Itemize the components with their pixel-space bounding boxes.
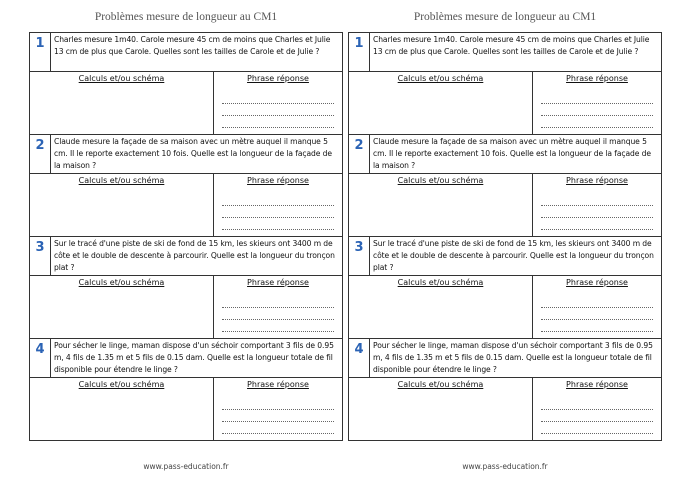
calc-heading: Calculs et/ou schéma xyxy=(397,380,484,389)
answer-area xyxy=(214,174,342,236)
problem-text: Sur le tracé d'une piste de ski de fond de 15 km, les skieurs ont 3400 m de côte et le double de descente à parcourir. Quelle est la longueur du tronçon plat ? xyxy=(50,237,342,275)
answer-heading: Phrase réponse xyxy=(247,176,309,185)
problem-2 xyxy=(348,134,662,236)
answer-heading: Phrase réponse xyxy=(247,278,309,287)
problem-number: 2 xyxy=(35,138,45,153)
calc-area xyxy=(30,378,214,440)
problem-3 xyxy=(348,236,662,338)
calc-area xyxy=(349,72,533,134)
problem-2 xyxy=(29,134,343,236)
calc-heading: Calculs et/ou schéma xyxy=(397,278,484,287)
problem-text: Claude mesure la façade de sa maison avec un mètre auquel il manque 5 cm. Il le reporte exactement 10 fois. Quelle est la longueur de la façade de la maison ? xyxy=(369,135,661,173)
answer-area xyxy=(214,276,342,338)
answer-lines xyxy=(541,194,653,230)
problem-number: 1 xyxy=(354,36,364,51)
problem-number: 3 xyxy=(35,240,45,255)
problem-number: 2 xyxy=(354,138,364,153)
calc-heading: Calculs et/ou schéma xyxy=(78,278,165,287)
problem-text: Pour sécher le linge, maman dispose d'un séchoir comportant 3 fils de 0.95 m, 4 fils de 1.35 m et 5 fils de 0.15 dam. Quelle est la longueur totale de fil disponible pour étendre le linge ? xyxy=(369,339,661,377)
problem-list xyxy=(29,32,343,441)
answer-heading: Phrase réponse xyxy=(566,176,628,185)
calc-area xyxy=(349,378,533,440)
problem-text: Pour sécher le linge, maman dispose d'un séchoir comportant 3 fils de 0.95 m, 4 fils de 1.35 m et 5 fils de 0.15 dam. Quelle est la longueur totale de fil disponible pour étendre le linge ? xyxy=(50,339,342,377)
footer-url: www.pass-education.fr xyxy=(462,462,548,471)
problem-text: Claude mesure la façade de sa maison avec un mètre auquel il manque 5 cm. Il le reporte exactement 10 fois. Quelle est la longueur de la façade de la maison ? xyxy=(50,135,342,173)
answer-heading: Phrase réponse xyxy=(566,380,628,389)
problem-text: Sur le tracé d'une piste de ski de fond de 15 km, les skieurs ont 3400 m de côte et le double de descente à parcourir. Quelle est la longueur du tronçon plat ? xyxy=(369,237,661,275)
answer-area xyxy=(533,174,661,236)
problem-text: Charles mesure 1m40. Carole mesure 45 cm de moins que Charles et Julie 13 cm de plus que Carole. Quelles sont les tailles de Carole et de Julie ? xyxy=(50,33,342,71)
problem-text: Charles mesure 1m40. Carole mesure 45 cm de moins que Charles et Julie 13 cm de plus que Carole. Quelles sont les tailles de Carole et de Julie ? xyxy=(369,33,661,71)
worksheet-title: Problèmes mesure de longueur au CM1 xyxy=(94,11,278,23)
answer-lines xyxy=(541,398,653,434)
worksheet-left xyxy=(29,0,343,471)
calc-heading: Calculs et/ou schéma xyxy=(397,176,484,185)
calc-heading: Calculs et/ou schéma xyxy=(397,74,484,83)
calc-heading: Calculs et/ou schéma xyxy=(78,176,165,185)
calc-heading: Calculs et/ou schéma xyxy=(78,74,165,83)
problem-number: 4 xyxy=(35,342,45,357)
answer-lines xyxy=(222,92,334,128)
answer-area xyxy=(214,72,342,134)
answer-lines xyxy=(222,296,334,332)
answer-heading: Phrase réponse xyxy=(247,74,309,83)
answer-heading: Phrase réponse xyxy=(566,74,628,83)
problem-1 xyxy=(29,32,343,134)
answer-lines xyxy=(541,296,653,332)
answer-lines xyxy=(222,398,334,434)
answer-area xyxy=(533,72,661,134)
worksheet-title: Problèmes mesure de longueur au CM1 xyxy=(413,11,597,23)
problem-4 xyxy=(29,338,343,440)
problem-number: 1 xyxy=(35,36,45,51)
problem-list xyxy=(348,32,662,441)
calc-area xyxy=(30,72,214,134)
footer-url: www.pass-education.fr xyxy=(143,462,229,471)
answer-heading: Phrase réponse xyxy=(566,278,628,287)
calc-area xyxy=(349,174,533,236)
answer-lines xyxy=(541,92,653,128)
worksheet-right xyxy=(348,0,662,471)
problem-number: 4 xyxy=(354,342,364,357)
answer-heading: Phrase réponse xyxy=(247,380,309,389)
problem-3 xyxy=(29,236,343,338)
answer-area xyxy=(533,378,661,440)
answer-lines xyxy=(222,194,334,230)
problem-4 xyxy=(348,338,662,440)
calc-area xyxy=(30,276,214,338)
answer-area xyxy=(533,276,661,338)
calc-area xyxy=(30,174,214,236)
problem-1 xyxy=(348,32,662,134)
calc-heading: Calculs et/ou schéma xyxy=(78,380,165,389)
calc-area xyxy=(349,276,533,338)
answer-area xyxy=(214,378,342,440)
problem-number: 3 xyxy=(354,240,364,255)
